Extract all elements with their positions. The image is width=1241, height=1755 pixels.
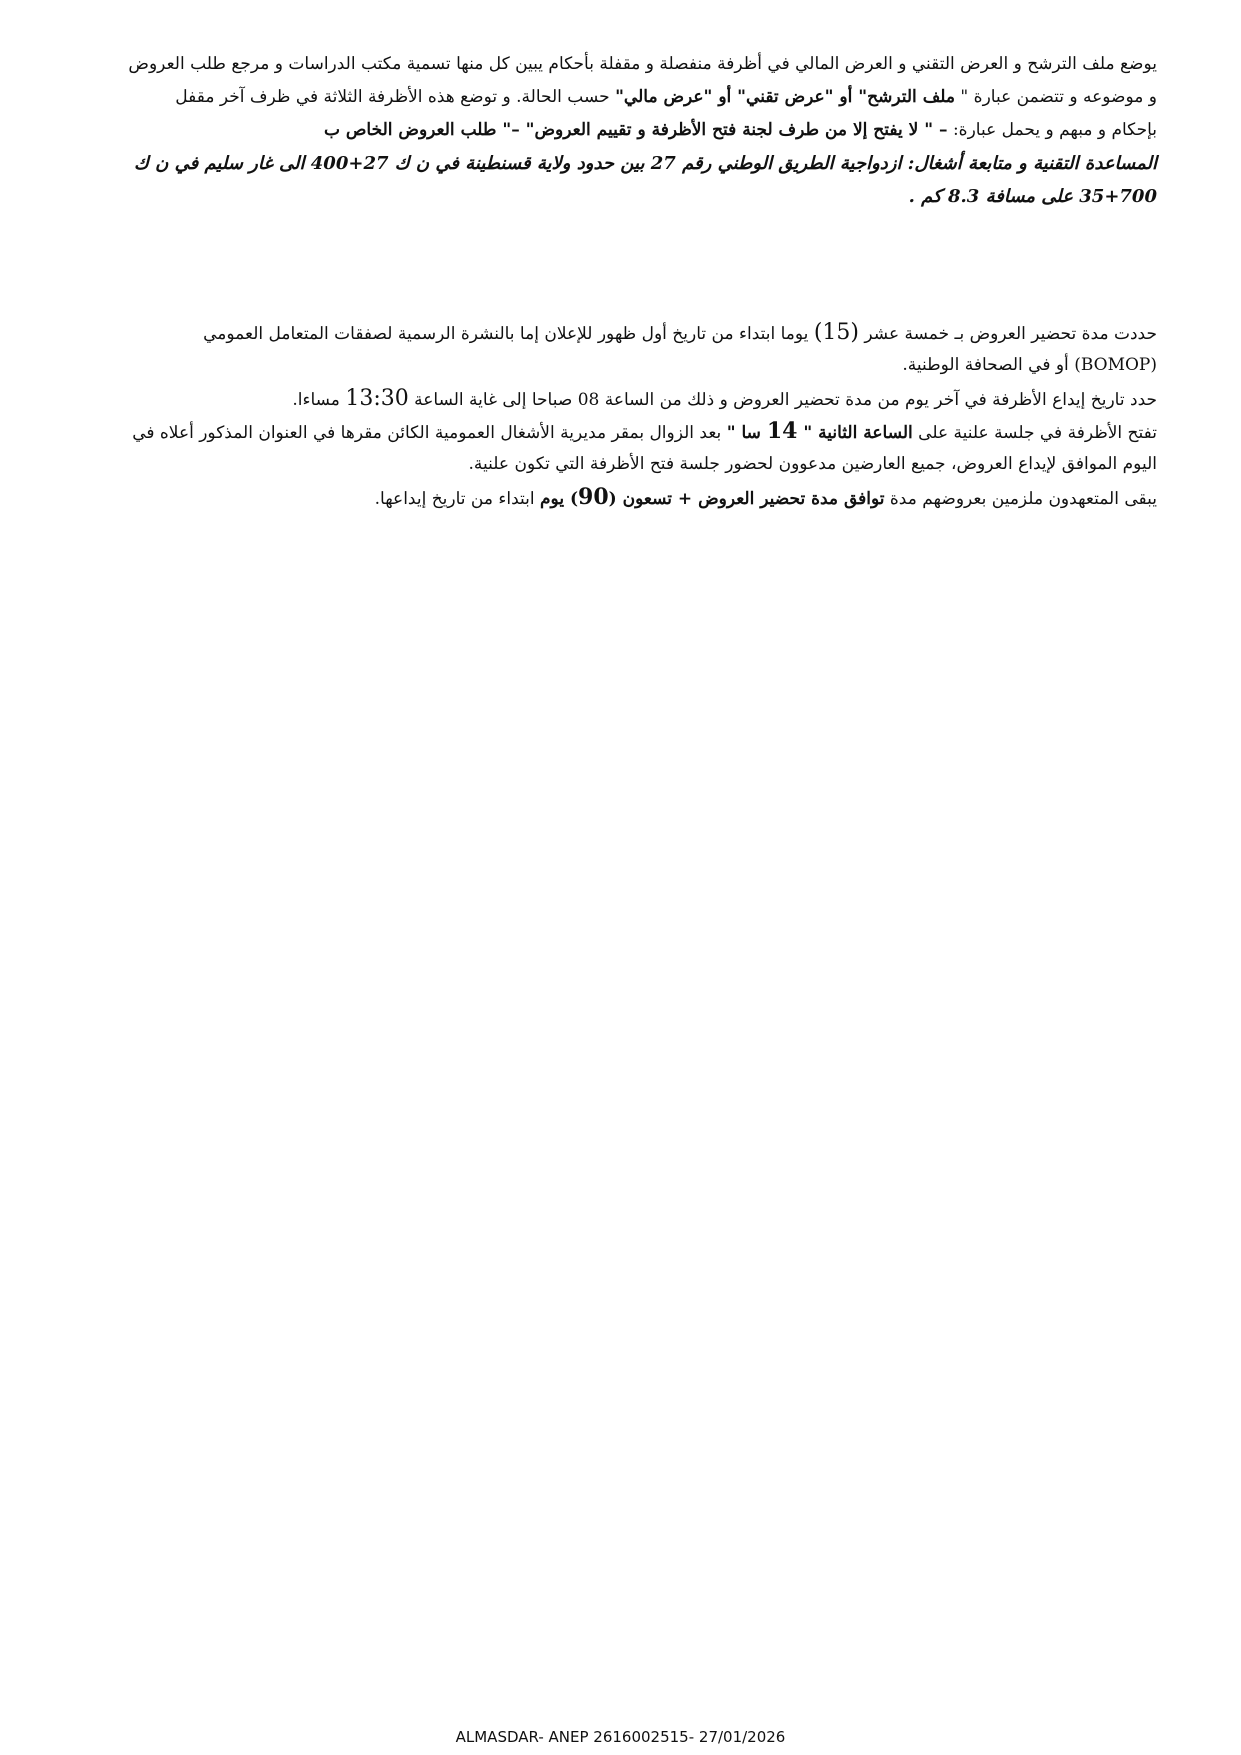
text-segment: ابتداء من تاريخ إيداعها. bbox=[374, 489, 541, 509]
text-segment: يوما ابتداء من تاريخ أول ظهور للإعلان إما بالنشرة الرسمية لصفقات المتعامل العمومي bbox=[203, 324, 814, 344]
text-line bbox=[57, 382, 1157, 415]
page-footer: ALMASDAR- ANEP 2616002515- 27/01/2026 bbox=[455, 1728, 786, 1746]
project-title-line bbox=[57, 180, 1157, 213]
bold-text-segment: سا " bbox=[726, 423, 767, 443]
text-segment: تفتح الأظرفة في جلسة علنية على bbox=[912, 423, 1157, 443]
text-segment: حدد تاريخ إيداع الأظرفة في آخر يوم من مدة تحضير العروض و ذلك من الساعة 08 صباحا إلى غاية الساعة bbox=[408, 390, 1157, 410]
text-segment: يبقى المتعهدون ملزمين بعروضهم مدة bbox=[884, 489, 1157, 509]
text-segment: يوضع ملف الترشح و العرض التقني و العرض المالي في أظرفة منفصلة و مقفلة بأحكام يبين كل منها تسمية مكتب الدراسات و مرجع طلب العروض bbox=[128, 54, 1157, 74]
text-line bbox=[57, 81, 1157, 114]
text-line bbox=[57, 481, 1157, 514]
text-line bbox=[57, 114, 1157, 147]
text-line bbox=[57, 316, 1157, 349]
bold-text-segment: ملف الترشح" أو "عرض تقني" أو "عرض مالي" bbox=[615, 87, 956, 107]
text-line bbox=[57, 349, 1157, 382]
text-line bbox=[57, 415, 1157, 448]
deadlines-paragraph bbox=[57, 316, 1157, 514]
hour-segment: 14 bbox=[766, 418, 798, 444]
time-segment: 13:30 bbox=[345, 386, 409, 411]
text-segment: و موضوعه و تتضمن عبارة " bbox=[955, 87, 1157, 107]
text-segment: بعد الزوال بمقر مديرية الأشغال العمومية الكائن مقرها في العنوان المذكور أعلاه في bbox=[132, 423, 727, 443]
project-title-line bbox=[57, 147, 1157, 180]
number-segment: 90 bbox=[578, 484, 609, 510]
bold-text-segment: الساعة الثانية " bbox=[797, 423, 913, 443]
text-segment: بإحكام و مبهم و يحمل عبارة: bbox=[947, 120, 1157, 140]
text-line bbox=[57, 448, 1157, 481]
text-segment: مساءا. bbox=[292, 390, 346, 410]
bold-text-segment: ) يوم bbox=[540, 489, 579, 509]
text-segment: حسب الحالة. و توضع هذه الأظرفة الثلاثة في ظرف آخر مقفل bbox=[175, 87, 616, 107]
project-title-text: المساعدة التقنية و متابعة أشغال: ازدواجية الطريق الوطني رقم 27 بين حدود ولاية قسنطينة في ن ك 27+400 الى غار سليم في ن ك bbox=[133, 153, 1157, 174]
bold-text-segment: توافق مدة تحضير العروض + تسعون ( bbox=[608, 489, 885, 509]
text-segment: اليوم الموافق لإيداع العروض، جميع العارضين مدعوون لحضور جلسة فتح الأظرفة التي تكون علنية. bbox=[468, 454, 1157, 474]
project-title-text: 35+700 على مسافة 8.3 كم . bbox=[908, 186, 1157, 207]
text-segment: حددت مدة تحضير العروض بـ خمسة عشر bbox=[859, 324, 1157, 344]
envelopes-paragraph bbox=[57, 48, 1157, 213]
number-segment: (15) bbox=[813, 320, 859, 345]
text-segment: (BOMOP) أو في الصحافة الوطنية. bbox=[902, 355, 1157, 375]
text-line bbox=[57, 48, 1157, 81]
bold-text-segment: – " لا يفتح إلا من طرف لجنة فتح الأظرفة و تقييم العروض" –" طلب العروض الخاص ب bbox=[323, 120, 948, 140]
